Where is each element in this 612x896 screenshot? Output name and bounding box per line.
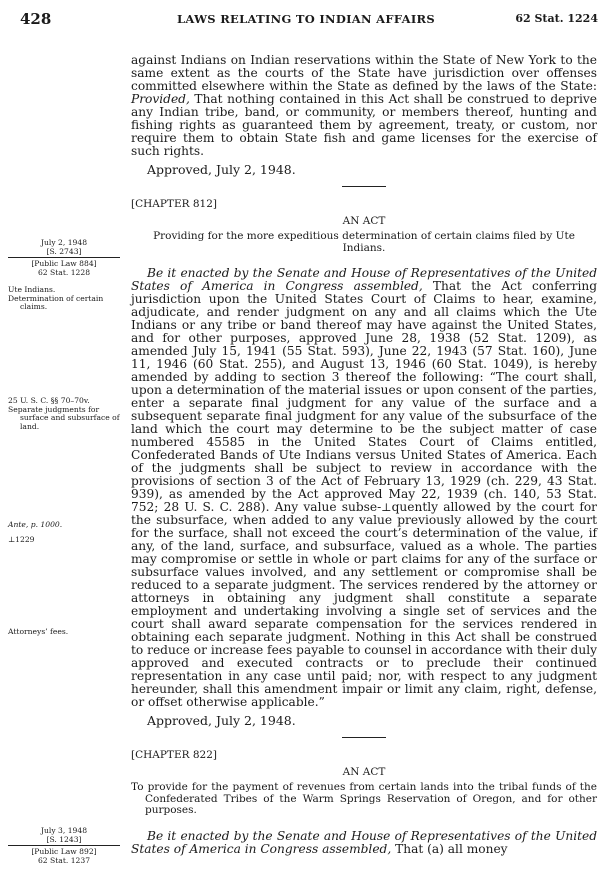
approval-line-1: Approved, July 2, 1948. [147,162,296,177]
margin-note-usc: 25 U. S. C. §§ 70–70v. Separate judgments for surface and subsurface of land. [8,396,120,431]
margin-note-bill-812: July 2, 1948 [S. 2743] [Public Law 884] 62 Stat. 1228 [8,239,120,277]
chapter-822-purpose: To provide for the payment of revenues from certain lands into the tribal funds of the Confederated Tribes of the Warm Springs Reservation of Oregon, and for other purposes. [131,781,597,816]
chapter-812-text: Be it enacted by the Senate and House of Representatives of the United States of America in Congress assembled, That the Act conferring jurisdiction upon the United States Court of Claims to hear, examine, adjudicate, and render judgment on any and all claims which the Ute Indians or any tribe or band thereof may have against the United States, and for other purposes, approved June 28, 1938 (52 Stat. 1209), as amended July 15, 1941 (55 Stat. 593), June 22, 1943 (57 Stat. 160), June 11, 1946 (60 Stat. 255), and August 13, 1946 (60 Stat. 1049), is hereby amended by adding to section 3 thereof the following: “The court shall, upon a determination of the material issues or upon consent of the parties, enter a separate final judgment for any value of the surface and a subsequent separate final judgment for any value of the subsurface of the land which the court may determine to be the subject matter of case numbered 45585 in the United States Court of Claims entitled, Confederated Bands of Ute Indians versus United States of America. Each of the judgments shall be subject to review in accordance with the provisions of section 3 of the Act of February 13, 1929 (ch. 229, 43 Stat. 939), as amended by the Act approved May 22, 1939 (ch. 140, 53 Stat. 752; 28 U. S. C. 288). Any value subse-⊥quently allowed by the court for the subsurface, when added to any value previously allowed by the court for the surface, shall not exceed the court’s determination of the value, if any, of the land, surface, and subsurface, valued as a whole. The parties may compromise or settle in whole or part claims for any of the surface or subsurface values involved, and any settlement or compromise shall be reduced to a separate judgment. The services rendered by the attorney or attorneys in obtaining any judgment shall constitute a separate employment and undertaking involving a single set of services and the court shall award separate compensation for the services rendered in obtaining each separate judgment. Nothing in this Act shall be construed to reduce or increase fees payable to counsel in accordance with their duly approved and executed contracts or to preclude their continued representation in any case until paid; nor, with respect to any judgment hereunder, shall this amendment impair or limit any claim, right, defense, or offset otherwise applicable.” [131,266,597,709]
running-title: LAWS RELATING TO INDIAN AFFAIRS [177,12,435,26]
chapter-822-an-act: AN ACT [342,766,386,778]
margin-note-attorneys-fees: Attorneys’ fees. [8,627,69,636]
section-rule [342,737,386,738]
margin-note-bill-822: July 3, 1948 [S. 1243] [Public Law 892] 62 Stat. 1237 [8,827,120,865]
chapter-822-text: Be it enacted by the Senate and House of Representatives of the United States of America in Congress assembled, That (a) all money [131,828,597,856]
section-rule [342,186,386,187]
margin-note-page-break: ⊥1229 [8,535,35,544]
continuation-paragraph: against Indians on Indian reservations within the State of New York to the same extent as the courts of the State have jurisdiction over offenses committed elsewhere within the State as defined by the laws of the State: Provided, That nothing contained in this Act shall be construed to deprive any Indian tribe, band, or community, or members thereof, hunting and fishing rights as guaranteed them by agreement, treaty, or custom, nor require them to obtain State fish and game licenses for the exercise of such rights. [131,53,597,158]
approval-line-2: Approved, July 2, 1948. [147,713,296,728]
page-number: 428 [20,10,52,28]
running-header [0,10,612,30]
margin-note-ute-indians: Ute Indians. Determination of certain claims. [8,285,104,312]
chapter-812-heading: [CHAPTER 812] [131,198,217,210]
chapter-812-an-act: AN ACT [342,215,386,227]
main-text-column [131,54,597,856]
stat-reference: 62 Stat. 1224 [515,12,598,25]
margin-note-ante: Ante, p. 1000. [8,520,63,529]
chapter-812-purpose: Providing for the more expeditious determination of certain claims filed by Ute Indians. [153,230,575,254]
chapter-822-heading: [CHAPTER 822] [131,749,217,761]
page-break-mark: ⊥ [381,501,392,514]
